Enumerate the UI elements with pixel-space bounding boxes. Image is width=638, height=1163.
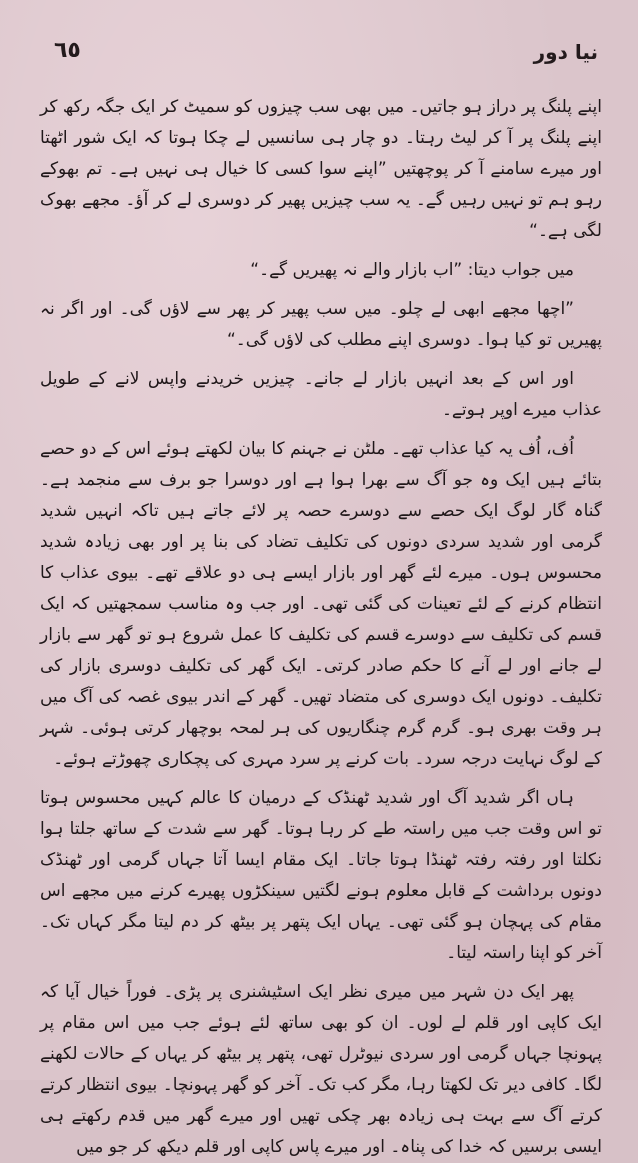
paragraph: پھر ایک دن شہر میں میری نظر ایک اسٹیشنری پر پڑی۔ فوراً خیال آیا کہ ایک کاپی اور قلم لے لوں۔ ان کو بھی ساتھ لئے ہوئے جب میں اس مقام پر پہونچا جہاں گرمی اور سردی نیوٹرل تھی، پتھر پر بیٹھ کر یہاں کے حالات لکھنے لگا۔ کافی دیر تک لکھتا رہا، مگر کب تک۔ آخر کو گھر پہونچا۔ بیوی انتظار کرتے کرتے آگ سے بہت ہی زیادہ بھر چکی تھیں اور میرے گھر میں قدم رکھتے ہی ایسی برسیں کہ خدا کی پناہ۔ اور میرے پاس کاپی اور قلم دیکھ کر جو میں [40,982,602,1157]
paragraph: ہاں اگر شدید آگ اور شدید ٹھنڈک کے درمیان کا عالم کہیں محسوس ہوتا تو اس وقت جب میں راستہ طے کر رہا ہوتا۔ گھر سے شدت کے ساتھ جلتا ہوا نکلتا اور رفتہ رفتہ ٹھنڈا ہوتا جاتا۔ ایک مقام ایسا آتا جہاں گرمی اور ٹھنڈک دونوں برداشت کے قابل معلوم ہونے لگتیں سینکڑوں پھیرے کرنے میں مجھے اس مقام کی پہچان ہو گئی تھی۔ یہاں ایک پتھر پر بیٹھ کر دم لیتا مگر کہاں تک۔ آخر کو اپنا راستہ لیتا۔ [40,788,602,963]
body-text [40,92,602,1157]
paragraph: میں جواب دیتا: ”اب بازار والے نہ پھیریں گے۔“ [250,260,574,280]
paragraph: اپنے پلنگ پر دراز ہو جاتیں۔ میں بھی سب چیزوں کو سمیٹ کر ایک جگہ رکھ کر اپنے پلنگ پر آ کر لیٹ رہتا۔ دو چار ہی سانسیں لے چکا ہوتا کہ ایک شور اٹھتا اور میرے سامنے آ کر پوچھتیں ”اپنے سوا کسی کا خیال ہی نہیں ہے۔ تم بھوکے رہو ہم تو نہیں رہیں گے۔ یہ سب چیزیں پھیر کر دوسری لے کر آؤ۔ مجھے بھوک لگی ہے۔“ [40,97,602,241]
page-number: ٦٥ [54,38,81,63]
paragraph: اور اس کے بعد انہیں بازار لے جانے۔ چیزیں خریدنے واپس لانے کے طویل عذاب میرے اوپر ہوتے۔ [40,369,602,420]
paragraph: ”اچھا مجھے ابھی لے چلو۔ میں سب پھیر کر پھر سے لاؤں گی۔ اور اگر نہ پھیریں تو کیا ہوا۔ دوسری اپنے مطلب کی لاؤں گی۔“ [40,299,602,350]
paragraph: اُف، اُف یہ کیا عذاب تھے۔ ملٹن نے جہنم کا بیان لکھتے ہوئے اس کے دو حصے بتائے ہیں ایک وہ جو آگ سے بھرا ہوا ہے اور دوسرا جو برف سے منجمد ہے۔ گناہ گار لوگ ایک حصے سے دوسرے حصہ پر لائے جاتے ہیں تاکہ انہیں شدید گرمی اور شدید سردی دونوں کی تکلیف تضاد کی بنا پر اور بھی زیادہ شدید محسوس ہوں۔ میرے لئے گھر اور بازار ایسے ہی دو علاقے تھے۔ بیوی عذاب کا انتظام کرنے کے لئے تعینات کی گئی تھی۔ اور جب وہ مناسب سمجھتیں کہ ایک قسم کی تکلیف سے دوسرے قسم کی تکلیف کا عمل شروع ہو تو گھر سے بازار لے جانے اور لے آنے کا حکم صادر کرتی۔ ایک گھر کی تکلیف دوسری بازار کی تکلیف۔ دونوں ایک دوسری کی متضاد تھیں۔ گھر کے اندر بیوی غصہ کی آگ میں ہر وقت بھری ہو۔ گرم گرم چنگاریوں کی ہر لمحہ بوچھار کرتی ہوئی۔ شہر کے لوگ نہایت درجہ سرد۔ بات کرنے پر سرد مہری کی پچکاری چھوڑتے ہوئے۔ [40,439,602,769]
page-header [54,38,598,74]
running-title: نیا دور [533,40,598,64]
